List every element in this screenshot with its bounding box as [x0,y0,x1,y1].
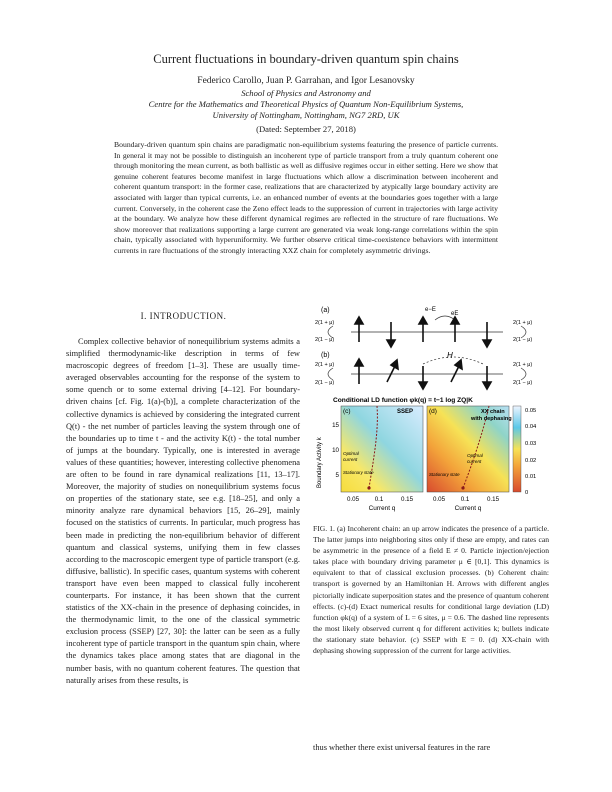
panel-c-label: (c) [343,408,351,415]
section-heading: I. INTRODUCTION. [140,311,227,321]
author-list: Federico Carollo, Juan P. Garrahan, and Igor Lesanovsky [197,76,415,86]
intro-column [66,336,300,687]
x-tick: 0.15 [486,496,500,503]
panel-a-label: (a) [321,307,330,314]
stationary-label-d: Stationary state [429,472,460,477]
dephasing-label: with dephasing [471,416,512,422]
x-tick: 0.05 [346,496,360,503]
paper-title: Current fluctuations in boundary-driven quantum spin chains [153,52,459,66]
panel-b-label: (b) [321,352,330,359]
coherent-arc-b [423,357,483,364]
optimal-current-label-d-1: Optimal [467,453,483,458]
colorbar [513,406,521,492]
hop-left-rate: e−E [425,307,436,313]
affiliation-line-1: School of Physics and Astronomy and [241,88,371,98]
colorbar-tick: 0.01 [525,474,537,480]
optimal-current-label-d-2: current [467,459,482,464]
hop-right-rate: eE [451,311,459,317]
rate-right-bottom: 2(1 − μ) [513,337,533,343]
y-tick: 5 [335,472,339,479]
abstract: Boundary-driven quantum spin chains are paradigmatic non-equilibrium systems featuring the presence of particle currents. In general it may not be possible to distinguish an incoherent type of particle transport from a truly quantum coherent one through monitoring the mean current, as both ballistic as well as diffusive regimes occur in either setting. Here we show that genuine coherent features become manifest in large fluctuations which allow a discrimination between incoherent and coherent quantum transport: in the former case, realizations that are characterized by atypically large boundary activity are associated with larger than typical currents, i.e. an enhanced number of events at the boundaries goes together with a large current. Conversely, in the coherent case the Zeno effect leads to the suppression of current in trajectories with large activity at the boundary. We analyze how these different dynamical regimes are reflected in the structure of rare fluctuations. We show moreover that realizations supporting a large current are generated via weak long-range correlations within the spin chain, typically associated with hyperuniformity. We further observe critical time-coexistence behaviors with intermittent currents in rare fluctuations of the strongly interacting XXZ chain for completely asymmetric drivings. [114,140,498,255]
right-bath-arc-b [521,368,526,380]
rate-left-bottom-b: 2(1 − μ) [315,380,335,386]
ssep-label: SSEP [397,409,414,415]
affiliation-line-2: Centre for the Mathematics and Theoretical Physics of Quantum Non-Equilibrium Systems, [148,99,464,109]
y-tick: 15 [332,422,339,429]
heatmap-title: Conditional LD function φk(q) = t−1 log ZQ|K [333,397,473,404]
rate-right-bottom-b: 2(1 − μ) [513,380,533,386]
panel-c-heatmap [341,406,423,492]
stationary-bullet-d [461,486,464,489]
colorbar-tick: 0.04 [525,424,537,430]
figure-1 [313,302,553,522]
x-ticks-c [347,496,414,503]
colorbar-tick: 0.03 [525,441,537,447]
rate-right-top-b: 2(1 + μ) [513,362,533,368]
optimal-current-label-c-2: current [343,457,358,462]
x-tick: 0.05 [432,496,446,503]
affiliation-line-3: University of Nottingham, Nottingham, NG7 2RD, UK [212,110,400,120]
x-axis-label-d: Current q [454,505,482,512]
left-bath-arc-b [328,368,333,380]
x-tick: 0.15 [400,496,414,503]
hamiltonian-label: H [447,351,453,360]
intro-paragraph: Complex collective behavior of nonequilibrium systems admits a simplified thermodynamic-like description in terms of few macroscopic degrees of freedom [1–3]. These are usually time-averaged observables accounting for the response of the system to some quench or to some external driving [4–12]. For boundary-driven chains [cf. Fig. 1(a)-(b)], a complete characterization of the collective dynamics is achieved by considering the integrated current Q(t) - the net number of particles leaving the system through one of the boundaries up to time t - and the activity K(t) - the total number of jumps at the boundary. Typically, one is interested in average values of these quantities; however, interesting collective phenomena are often to be found in rare dynamical realizations [11, 13–17]. Moreover, the majority of studies on nonequilibrium systems focus on properties of the stationary state, see e.g. [18–25], and only a minority analyze rare dynamical behaviors [15, 26–29], mainly focused on the statistics of currents. In particular, much progress has been made in predicting the non-equilibrium behavior of different quantum and classical systems, unifying them in few classes according to the macroscopic emergent type of particle transport (e.g. diffusive, ballistic). In specific cases, quantum systems with coherent transport have even been mapped to classical fully incoherent counterparts. For instance, it has been shown that the current statistics of the XX-chain in the presence of dephasing coincides, in the thermodynamic limit, to the one of the classical symmetric exclusion process (SSEP) [27, 30]: the latter can be seen as a fully incoherent type of particle transport in the quantum spin chain, where the dynamics takes place among states that are diagonal in the number basis, with no quantum coherent features. The question that naturally arises from these results, is [66,337,300,685]
stationary-bullet-c [367,486,370,489]
rate-right-top: 2(1 + μ) [513,320,533,326]
y-ticks [332,422,339,479]
rate-left-top: 2(1 + μ) [315,320,335,326]
rate-left-bottom: 2(1 − μ) [315,337,335,343]
column-2-text: thus whether there exist universal features in the rare [313,743,491,752]
dated-line: (Dated: September 27, 2018) [256,124,356,134]
colorbar-tick: 0.05 [525,408,537,414]
colorbar-ticks [525,408,537,496]
y-tick: 10 [332,447,339,454]
stationary-label-c: Stationary state [343,470,374,475]
x-ticks-d [433,496,500,503]
colorbar-tick: 0 [525,490,529,496]
rate-left-top-b: 2(1 + μ) [315,362,335,368]
figure-caption: FIG. 1. (a) Incoherent chain: an up arrow indicates the presence of a particle. The latter jumps into neighboring sites only if these are empty, and rates can be asymmetric in the presence of a field E ≠ 0. Particle injection/ejection takes place with boundary driving parameter μ ∈ [0,1]. This dynamics is equivalent to that of classical exclusion processes. (b) Coherent chain: transport is governed by an Hamiltonian H. Arrows with different angles pictorially indicate superposition states and the presence of quantum coherent effects. (c)-(d) Exact numerical results for conditional large deviation (LD) function φk(q) of a system of L = 6 sites, μ = 0.6. The dashed line represents the most likely observed current q for different activities k; bullets indicate the stationary state behavior. (c) SSEP with E = 0. (d) XX-chain with dephasing showing suppression of the current for large activities. [313,524,549,656]
x-tick: 0.1 [460,496,470,503]
colorbar-tick: 0.02 [525,458,537,464]
xx-chain-label: XX chain [481,409,505,415]
x-tick: 0.1 [374,496,384,503]
optimal-current-label-c-1: Optimal [343,451,359,456]
panel-d-label: (d) [429,408,437,415]
y-axis-label: Boundary Activity k [317,437,323,488]
x-axis-label-c: Current q [368,505,396,512]
